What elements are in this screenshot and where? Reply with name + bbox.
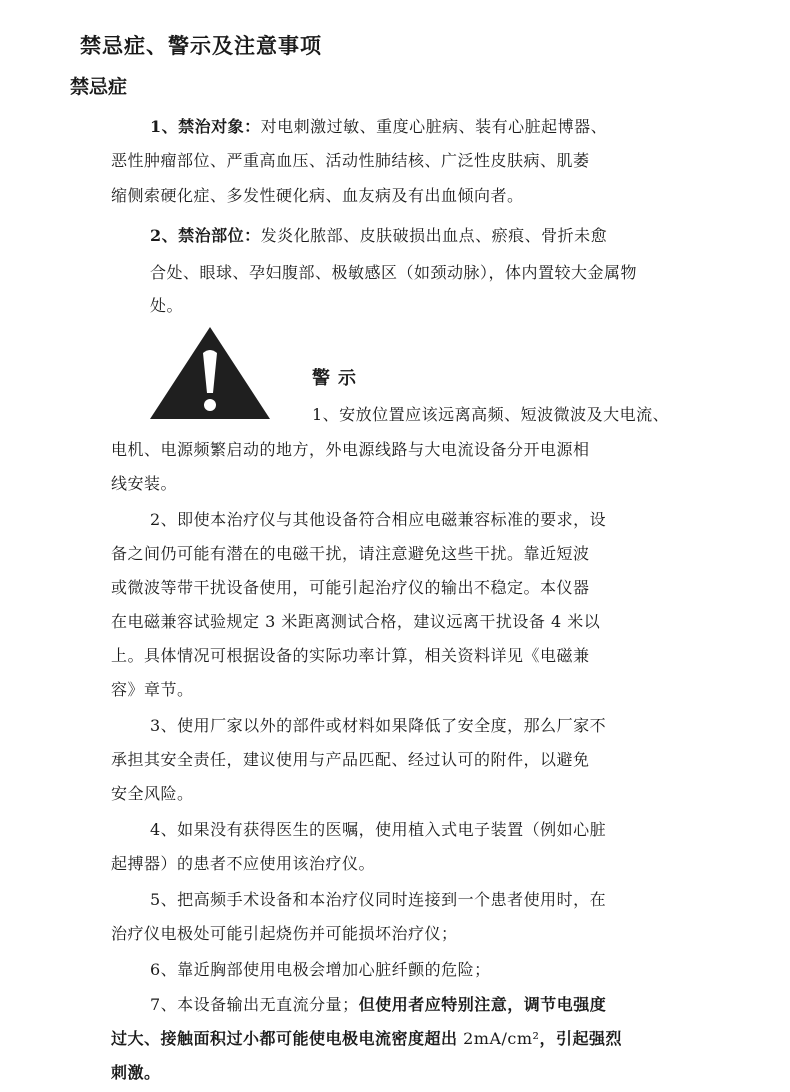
warning-2-line-5: 上。具体情况可根据设备的实际功率计算，相关资料详见《电磁兼: [111, 646, 590, 665]
warning-2-line-6: 容》章节。: [111, 680, 194, 699]
warning-3-line-1: 3、使用厂家以外的部件或材料如果降低了安全度，那么厂家不: [150, 716, 607, 735]
warning-6-line-1: 6、靠近胸部使用电极会增加心脏纤颤的危险；: [150, 960, 491, 979]
warning-7-emphasis: 但使用者应特别注意，调节电强度: [358, 995, 607, 1014]
contraindication-item-2-label: 2、禁治部位：: [150, 226, 261, 245]
warning-2-line-2: 备之间仍可能有潜在的电磁干扰，请注意避免这些干扰。靠近短波: [111, 544, 590, 563]
contraindication-item-2-line-1: [150, 219, 607, 252]
warning-7-line-3: 刺激。: [111, 1063, 161, 1082]
warning-1-line-3: 线安装。: [111, 474, 178, 493]
contraindication-item-1-line-2: 恶性肿瘤部位、严重高血压、活动性肺结核、广泛性皮肤病、肌萎: [111, 151, 590, 170]
contraindication-item-1-text: 对电刺激过敏、重度心脏病、装有心脏起博器、: [260, 117, 608, 136]
contraindication-item-1-label: 1、禁治对象：: [150, 117, 261, 136]
warning-7-line-1: [150, 988, 606, 1021]
warning-triangle-icon: [148, 325, 272, 421]
contraindication-item-2-line-3: 处。: [150, 296, 184, 315]
contraindication-item-1-line-1: [150, 110, 607, 143]
warning-3-line-2: 承担其安全责任，建议使用与产品匹配、经过认可的附件，以避免: [111, 750, 590, 769]
warning-7-line-2: [111, 1022, 622, 1055]
warning-5-line-2: 治疗仪电极处可能引起烧伤并可能损坏治疗仪；: [111, 924, 458, 943]
contraindication-item-2-line-2: 合处、眼球、孕妇腹部、极敏感区（如颈动脉），体内置较大金属物: [150, 263, 638, 282]
warning-7-intro: 7、本设备输出无直流分量；: [150, 995, 359, 1014]
warning-1-line-2: 电机、电源频繁启动的地方，外电源线路与大电流设备分开电源相: [111, 440, 590, 459]
warning-2-line-1: 2、即使本治疗仪与其他设备符合相应电磁兼容标准的要求，设: [150, 510, 607, 529]
warning-7-emphasis-2: 过大、接触面积过小都可能使电极电流密度超出: [111, 1029, 458, 1048]
warning-5-line-1: 5、把高频手术设备和本治疗仪同时连接到一个患者使用时，在: [150, 890, 607, 909]
contraindication-item-2-text: 发炎化脓部、皮肤破损出血点、瘀痕、骨折未愈: [260, 226, 608, 245]
warning-2-line-4: 在电磁兼容试验规定 3 米距离测试合格，建议远离干扰设备 4 米以: [111, 612, 601, 631]
warning-7-unit: 2mA/cm²: [457, 1029, 540, 1048]
warning-1-line-1: 1、安放位置应该远离高频、短波微波及大电流、: [312, 405, 670, 424]
warning-3-line-3: 安全风险。: [111, 784, 194, 803]
page-title: 禁忌症、警示及注意事项: [80, 33, 322, 58]
warning-7-emphasis-3: ，引起强烈: [539, 1029, 622, 1048]
contraindication-item-1-line-3: 缩侧索硬化症、多发性硬化病、血友病及有出血倾向者。: [111, 186, 524, 205]
warning-4-line-2: 起搏器）的患者不应使用该治疗仪。: [111, 854, 376, 873]
warnings-heading: 警示: [312, 368, 364, 389]
contraindications-heading: 禁忌症: [70, 76, 128, 98]
warning-4-line-1: 4、如果没有获得医生的医嘱，使用植入式电子装置（例如心脏: [150, 820, 607, 839]
warning-2-line-3: 或微波等带干扰设备使用，可能引起治疗仪的输出不稳定。本仪器: [111, 578, 590, 597]
